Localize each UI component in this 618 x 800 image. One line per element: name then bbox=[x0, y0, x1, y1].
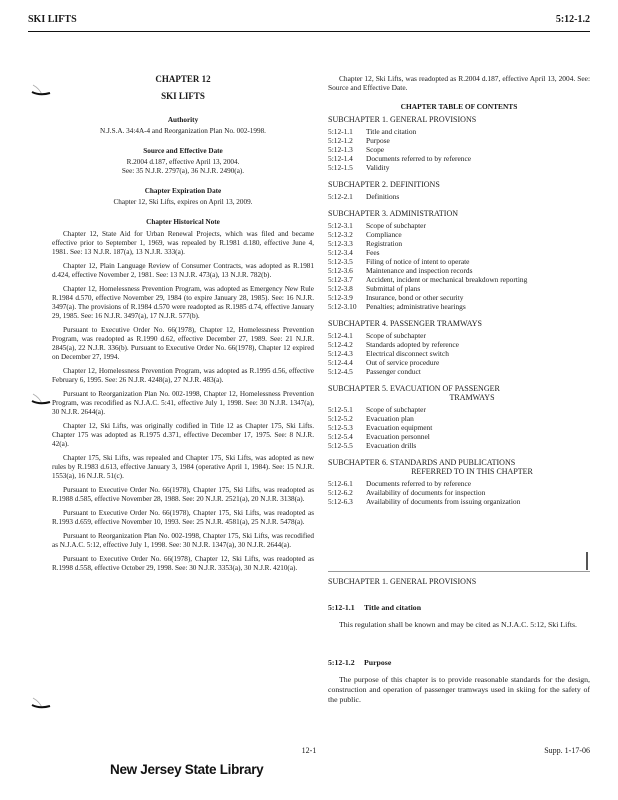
section-heading bbox=[328, 658, 590, 667]
toc-entry-number: 5:12-1.3 bbox=[328, 145, 353, 154]
toc-entry-title: Passenger conduct bbox=[366, 367, 421, 376]
page-footer bbox=[28, 746, 590, 758]
toc-entry-title: Availability of documents for inspection bbox=[366, 488, 486, 497]
toc-entry[interactable] bbox=[328, 479, 590, 488]
toc-entry-title: Evacuation drills bbox=[366, 441, 417, 450]
subchapter-heading: SUBCHAPTER 1. GENERAL PROVISIONS bbox=[328, 115, 477, 124]
historical-note-paragraph: Pursuant to Executive Order No. 66(1978), Chapter 12, Homelessness Prevention Program, was readopted as R.1990 d.62, effective December 27, 1989. See: 21 N.J.R. 2845(a), 22 N.J.R. 336(b). Pursuant to Executive Order No. 66(1978), Chapter 12 expired on December 27, 1994. bbox=[52, 326, 314, 361]
toc-entry-title: Standards adopted by reference bbox=[366, 340, 459, 349]
toc-entry-title: Evacuation equipment bbox=[366, 423, 433, 432]
source-text: See: 35 N.J.R. 2797(a), 36 N.J.R. 2490(a). bbox=[121, 167, 245, 175]
source-heading: Source and Effective Date bbox=[143, 147, 223, 155]
binder-hole-mark-icon bbox=[30, 83, 52, 97]
toc-entry-number: 5:12-5.2 bbox=[328, 414, 353, 423]
toc-entry[interactable] bbox=[328, 358, 590, 367]
toc-entry[interactable] bbox=[328, 266, 590, 275]
toc-entry[interactable] bbox=[328, 432, 590, 441]
toc-entry[interactable] bbox=[328, 221, 590, 230]
toc-entry[interactable] bbox=[328, 230, 590, 239]
toc-entry[interactable] bbox=[328, 154, 590, 163]
historical-note-paragraph: Pursuant to Executive Order No. 66(1978), Chapter 175, Ski Lifts, was readopted as R.1988 d.585, effective November 28, 1988. See: 20 N.J.R. 2521(a), 20 N.J.R. 3138(a). bbox=[52, 486, 314, 503]
page-number: 12-1 bbox=[301, 746, 317, 755]
toc-entry-title: Electrical disconnect switch bbox=[366, 349, 449, 358]
toc-entry-number: 5:12-6.3 bbox=[328, 497, 353, 506]
historical-note-paragraph: Pursuant to Reorganization Plan No. 002-1998, Chapter 175, Ski Lifts, was recodified as N.J.A.C. 5:12, effective July 1, 1998. See: 30 N.J.R. 1347(a), 30 N.J.R. 2644(a). bbox=[52, 532, 314, 549]
toc-entry-title: Purpose bbox=[366, 136, 390, 145]
toc-entry-title: Scope bbox=[366, 145, 385, 154]
toc-entry-title: Registration bbox=[366, 239, 403, 248]
subchapter-heading bbox=[328, 384, 590, 402]
section-heading bbox=[328, 603, 590, 612]
toc-entry-title: Title and citation bbox=[366, 127, 417, 136]
toc-entry-number: 5:12-3.3 bbox=[328, 239, 353, 248]
chapter-front-matter bbox=[52, 74, 314, 573]
toc-entry-title: Penalties; administrative hearings bbox=[366, 302, 466, 311]
toc-entry[interactable] bbox=[328, 257, 590, 266]
section-body: The purpose of this chapter is to provide reasonable standards for the design, construction and operation of passenger tramways used in skiing for the safety of the public. bbox=[328, 675, 590, 704]
toc-entry[interactable] bbox=[328, 127, 590, 136]
toc-entry[interactable] bbox=[328, 163, 590, 172]
section-title: Purpose bbox=[364, 658, 392, 667]
section-number: 5:12-1.2 bbox=[328, 658, 355, 667]
toc-entry-number: 5:12-6.2 bbox=[328, 488, 353, 497]
subchapter-heading: SUBCHAPTER 4. PASSENGER TRAMWAYS bbox=[328, 319, 482, 328]
subchapter-heading-line: TRAMWAYS bbox=[449, 393, 495, 402]
toc-entry-title: Insurance, bond or other security bbox=[366, 293, 464, 302]
header-title: SKI LIFTS bbox=[28, 14, 77, 25]
toc-entry-title: Validity bbox=[366, 163, 390, 172]
toc-entry-number: 5:12-6.1 bbox=[328, 479, 353, 488]
historical-note-heading: Chapter Historical Note bbox=[146, 218, 220, 226]
toc-entry-number: 5:12-1.5 bbox=[328, 163, 353, 172]
toc-entry-title: Scope of subchapter bbox=[366, 405, 426, 414]
toc-entry-title: Documents referred to by reference bbox=[366, 154, 472, 163]
toc-entry-number: 5:12-4.4 bbox=[328, 358, 353, 367]
toc-entry-number: 5:12-5.5 bbox=[328, 441, 353, 450]
historical-note-paragraph: Chapter 12, Homelessness Prevention Program, was adopted as Emergency New Rule R.1984 d.570, effective November 29, 1984 (to expire January 28, 1985). See: 16 N.J.R. 3497(a). The provisions of R.1984 d.570 were readopted as R.1985 d.74, effective January 29, 1985. See: 16 N.J.R. 3497(a), 17 N.J.R. 577(b). bbox=[52, 285, 314, 320]
toc-entry-title: Definitions bbox=[366, 192, 400, 201]
subchapter-heading: SUBCHAPTER 2. DEFINITIONS bbox=[328, 180, 440, 189]
toc-entry-number: 5:12-3.5 bbox=[328, 257, 353, 266]
source-text: R.2004 d.187, effective April 13, 2004. bbox=[126, 158, 240, 166]
toc-entry[interactable] bbox=[328, 136, 590, 145]
toc-entry[interactable] bbox=[328, 293, 590, 302]
chapter-number: CHAPTER 12 bbox=[155, 74, 211, 84]
toc-entry[interactable] bbox=[328, 367, 590, 376]
toc-entry-title: Documents referred to by reference bbox=[366, 479, 472, 488]
toc-entry-number: 5:12-2.1 bbox=[328, 192, 353, 201]
toc-entry-title: Accident, incident or mechanical breakdown reporting bbox=[366, 275, 528, 284]
toc-entry-number: 5:12-3.4 bbox=[328, 248, 353, 257]
margin-mark bbox=[586, 552, 588, 570]
toc-entry-number: 5:12-4.2 bbox=[328, 340, 353, 349]
toc-entry-number: 5:12-3.9 bbox=[328, 293, 353, 302]
expiration-heading: Chapter Expiration Date bbox=[144, 187, 222, 195]
toc-entry[interactable] bbox=[328, 284, 590, 293]
subchapter-1-heading: SUBCHAPTER 1. GENERAL PROVISIONS bbox=[328, 577, 477, 586]
toc-divider bbox=[328, 571, 590, 572]
historical-note-paragraph: Chapter 175, Ski Lifts, was repealed and Chapter 175, Ski Lifts, was adopted as new rules by R.1983 d.613, effective January 3, 1984 (operative April 1, 1984). See: 15 N.J.R. 1553(a), 16 N.J.R. 51(c). bbox=[52, 454, 314, 480]
chapter-name: SKI LIFTS bbox=[161, 91, 205, 101]
toc-entry-number: 5:12-4.1 bbox=[328, 331, 353, 340]
toc-entry[interactable] bbox=[328, 248, 590, 257]
historical-note-paragraph: Chapter 12, State Aid for Urban Renewal Projects, which was filed and became effective prior to September 1, 1969, was repealed by R.1981 d.180, effective June 4, 1981. See: 13 N.J.R. 187(a), 13 N.J.R. 333(a). bbox=[52, 230, 314, 256]
section-number: 5:12-1.1 bbox=[328, 603, 355, 612]
authority-heading: Authority bbox=[167, 116, 199, 124]
expiration-text: Chapter 12, Ski Lifts, expires on April 13, 2009. bbox=[113, 198, 253, 206]
toc-entry-title: Filing of notice of intent to operate bbox=[366, 257, 470, 266]
toc-entry-number: 5:12-5.3 bbox=[328, 423, 353, 432]
toc-entry-number: 5:12-1.2 bbox=[328, 136, 353, 145]
subchapter-heading-line: SUBCHAPTER 6. STANDARDS AND PUBLICATIONS bbox=[328, 458, 516, 467]
historical-note-paragraph: Pursuant to Executive Order No. 66(1978), Chapter 175, Ski Lifts, was readopted as R.1993 d.659, effective November 10, 1993. See: 25 N.J.R. 4581(a), 25 N.J.R. 5478(a). bbox=[52, 509, 314, 526]
toc-entry-title: Fees bbox=[366, 248, 380, 257]
subchapter-heading-line: SUBCHAPTER 5. EVACUATION OF PASSENGER bbox=[328, 384, 500, 393]
toc-title: CHAPTER TABLE OF CONTENTS bbox=[400, 102, 518, 111]
toc-entry[interactable] bbox=[328, 275, 590, 284]
toc-entry[interactable] bbox=[328, 239, 590, 248]
subchapter-heading-line: REFERRED TO IN THIS CHAPTER bbox=[411, 467, 533, 476]
library-watermark: New Jersey State Library bbox=[110, 762, 264, 777]
toc-entry[interactable] bbox=[328, 488, 590, 497]
readoption-note: Chapter 12, Ski Lifts, was readopted as R.2004 d.187, effective April 13, 2004. See: Source and Effective Date. bbox=[328, 74, 590, 92]
toc-entry[interactable] bbox=[328, 192, 590, 201]
toc-entry-title: Evacuation plan bbox=[366, 414, 414, 423]
header-rule bbox=[28, 31, 590, 32]
running-header bbox=[28, 14, 590, 28]
toc-entry[interactable] bbox=[328, 302, 590, 311]
toc-entry-number: 5:12-3.1 bbox=[328, 221, 353, 230]
toc-entry[interactable] bbox=[328, 340, 590, 349]
binder-hole-mark-icon bbox=[30, 392, 52, 406]
toc-entry[interactable] bbox=[328, 145, 590, 154]
toc-entry[interactable] bbox=[328, 497, 590, 506]
historical-note-paragraph: Chapter 12, Plain Language Review of Consumer Contracts, was adopted as R.1981 d.424, effective November 2, 1981. See: 13 N.J.R. 473(a), 13 N.J.R. 782(b). bbox=[52, 262, 314, 279]
section-title: Title and citation bbox=[364, 603, 422, 612]
toc-entry-title: Compliance bbox=[366, 230, 402, 239]
toc-entry[interactable] bbox=[328, 405, 590, 414]
toc-entry-number: 5:12-4.3 bbox=[328, 349, 353, 358]
toc-entry-number: 5:12-1.1 bbox=[328, 127, 353, 136]
toc-entry-title: Out of service procedure bbox=[366, 358, 440, 367]
toc-entry-number: 5:12-3.8 bbox=[328, 284, 353, 293]
historical-note-paragraph: Pursuant to Reorganization Plan No. 002-1998, Chapter 12, Homelessness Prevention Program, was recodified as N.J.A.C. 5:41, effective July 1, 1998. See: 30 N.J.R. 1347(a), 30 N.J.R. 2644(a). bbox=[52, 390, 314, 416]
historical-note-paragraph: Chapter 12, Ski Lifts, was originally codified in Title 12 as Chapter 175, Ski Lifts. Chapter 175 was adopted as R.1975 d.371, effective December 17, 1975. See: 8 N.J.R. 42(a). bbox=[52, 422, 314, 448]
supplement-date: Supp. 1-17-06 bbox=[544, 746, 590, 755]
toc-entry-title: Scope of subchapter bbox=[366, 221, 426, 230]
section-body: This regulation shall be known and may be cited as N.J.A.C. 5:12, Ski Lifts. bbox=[339, 620, 577, 629]
toc-entry[interactable] bbox=[328, 423, 590, 432]
toc-entry-number: 5:12-4.5 bbox=[328, 367, 353, 376]
toc-entry[interactable] bbox=[328, 349, 590, 358]
toc-entry[interactable] bbox=[328, 414, 590, 423]
subchapter-heading bbox=[328, 458, 590, 476]
toc-entry-number: 5:12-3.2 bbox=[328, 230, 353, 239]
toc-entry-number: 5:12-3.7 bbox=[328, 275, 353, 284]
toc-entry-number: 5:12-1.4 bbox=[328, 154, 353, 163]
historical-note-paragraph: Chapter 12, Homelessness Prevention Program, was adopted as R.1995 d.56, effective February 6, 1995. See: 26 N.J.R. 4248(a), 27 N.J.R. 483(a). bbox=[52, 367, 314, 384]
toc-entry-title: Maintenance and inspection records bbox=[366, 266, 473, 275]
toc-entry-title: Submittal of plans bbox=[366, 284, 421, 293]
toc-entry-number: 5:12-5.4 bbox=[328, 432, 353, 441]
toc-entry-number: 5:12-3.10 bbox=[328, 302, 357, 311]
subchapter-heading: SUBCHAPTER 3. ADMINISTRATION bbox=[328, 209, 459, 218]
toc-entry-title: Scope of subchapter bbox=[366, 331, 426, 340]
toc-entry-number: 5:12-5.1 bbox=[328, 405, 353, 414]
toc-entry-title: Availability of documents from issuing organization bbox=[366, 497, 521, 506]
binder-hole-mark-icon bbox=[30, 696, 52, 710]
toc-entry-number: 5:12-3.6 bbox=[328, 266, 353, 275]
historical-note-paragraph: Pursuant to Executive Order No. 66(1978), Chapter 12, Ski Lifts, was readopted as R.1998 d.558, effective October 29, 1998. See: 30 N.J.R. 3353(a), 30 N.J.R. 4210(a). bbox=[52, 555, 314, 572]
header-section-number: 5:12-1.2 bbox=[555, 14, 590, 25]
toc-entry[interactable] bbox=[328, 441, 590, 450]
toc-entry-title: Evacuation personnel bbox=[366, 432, 430, 441]
authority-text: N.J.S.A. 34:4A-4 and Reorganization Plan No. 002-1998. bbox=[100, 127, 266, 135]
table-of-contents-column bbox=[328, 74, 590, 506]
toc-entry[interactable] bbox=[328, 331, 590, 340]
